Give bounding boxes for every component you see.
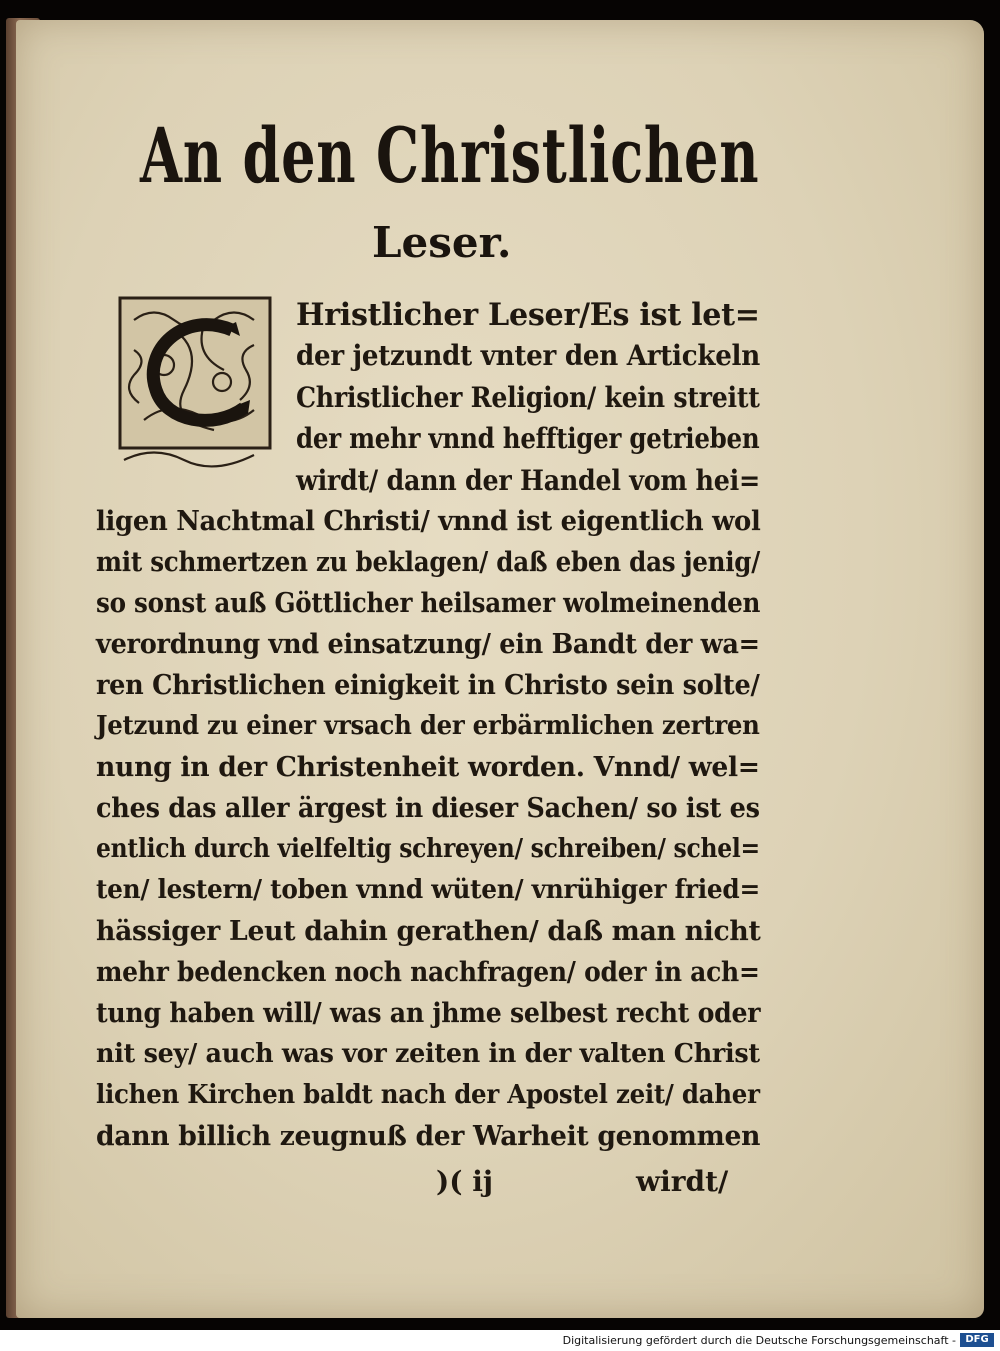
funding-credit: Digitalisierung gefördert durch die Deutsche Forschungsgemeinschaft - [562,1334,956,1347]
body-line-5: wirdt/ dann der Handel vom hei= [296,464,760,497]
body-line-7: mit schmertzen zu beklagen/ daß eben das jenig/ [96,547,760,578]
body-line-10: ren Christlichen einigkeit in Christo sein solte/ [96,670,760,701]
catchword: wirdt/ [636,1165,729,1198]
body-line-12: nung in der Christenheit worden. Vnnd/ wel= [96,752,760,783]
body-line-1: Hristlicher Leser/Es ist let= [296,297,760,333]
body-line-11: Jetzund zu einer vrsach der erbärmlichen zertren [96,711,760,741]
body-line-17: mehr bedencken noch nachfragen/ oder in ach= [96,957,760,988]
body-line-3: Christlicher Religion/ kein streitt [296,381,760,414]
body-line-18: tung haben will/ was an jhme selbest recht oder [96,998,761,1029]
body-line-20: lichen Kirchen baldt nach der Apostel zeit/ daher [96,1080,760,1110]
decorated-initial-c-icon [104,290,288,478]
body-line-21: dann billich zeugnuß der Warheit genommen [96,1121,761,1152]
body-line-13: ches das aller ärgest in dieser Sachen/ so ist es [96,793,760,824]
body-line-19: nit sey/ auch was vor zeiten in der valten Christ [96,1039,760,1069]
page-subtitle: Leser. [372,218,512,267]
signature-mark: )( ij [436,1165,494,1198]
body-line-4: der mehr vnnd hefftiger getrieben [296,422,760,455]
body-line-6: ligen Nachtmal Christi/ vnnd ist eigentlich wol [96,506,761,537]
body-line-8: so sonst auß Göttlicher heilsamer wolmeinenden [96,588,761,619]
body-line-15: ten/ lestern/ toben vnnd wüten/ vnrühiger fried= [96,875,760,905]
body-line-16: hässiger Leut dahin gerathen/ daß man nicht [96,916,761,947]
body-line-9: verordnung vnd einsatzung/ ein Bandt der wa= [96,629,760,660]
body-line-14: entlich durch vielfeltig schreyen/ schreiben/ schel= [96,834,760,864]
page-title: An den Christlichen [140,110,760,200]
dfg-logo-icon: DFG [960,1333,994,1347]
body-line-2: der jetzundt vnter den Artickeln [296,339,760,372]
